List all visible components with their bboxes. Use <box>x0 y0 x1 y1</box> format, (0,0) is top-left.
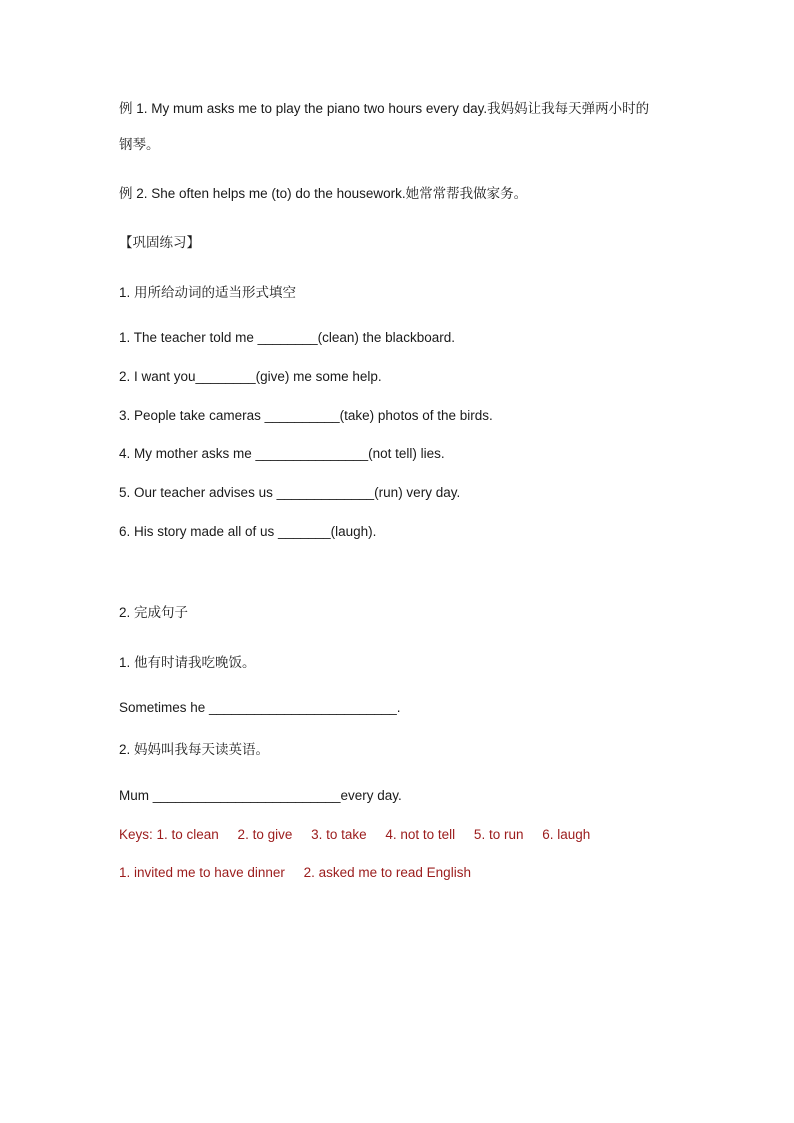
sentence-2-english: Mum _________________________every day. <box>119 788 402 803</box>
exercise-item-1: 1. The teacher told me ________(clean) the blackboard. <box>119 330 455 345</box>
part-1-title: 1. 用所给动词的适当形式填空 <box>119 285 297 300</box>
exercise-item-4: 4. My mother asks me _______________(not tell) lies. <box>119 446 445 461</box>
sentence-1-english: Sometimes he _________________________. <box>119 700 401 715</box>
example-1-line-2: 钢琴。 <box>119 137 160 152</box>
sentence-2-chinese: 2. 妈妈叫我每天读英语。 <box>119 742 270 757</box>
exercise-item-6: 6. His story made all of us _______(laugh). <box>119 524 377 539</box>
section-title: 【巩固练习】 <box>119 235 200 250</box>
part-2-title: 2. 完成句子 <box>119 605 189 620</box>
answer-keys-line-2: 1. invited me to have dinner 2. asked me to read English <box>119 865 471 880</box>
example-2: 例 2. She often helps me (to) do the housework.她常常帮我做家务。 <box>119 186 528 201</box>
exercise-item-2: 2. I want you________(give) me some help. <box>119 369 382 384</box>
sentence-1-chinese: 1. 他有时请我吃晚饭。 <box>119 655 256 670</box>
exercise-item-5: 5. Our teacher advises us _____________(run) very day. <box>119 485 461 500</box>
exercise-item-3: 3. People take cameras __________(take) photos of the birds. <box>119 408 493 423</box>
answer-keys-line-1: Keys: 1. to clean 2. to give 3. to take 4. not to tell 5. to run 6. laugh <box>119 827 591 842</box>
example-1-line-1: 例 1. My mum asks me to play the piano two hours every day.我妈妈让我每天弹两小时的 <box>119 101 650 116</box>
